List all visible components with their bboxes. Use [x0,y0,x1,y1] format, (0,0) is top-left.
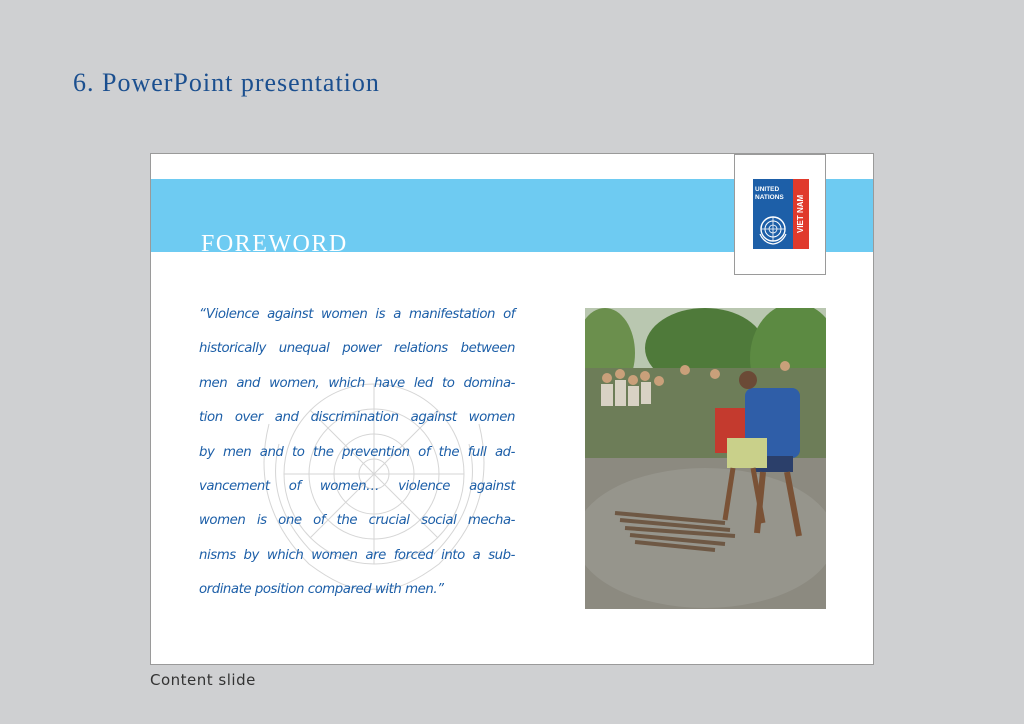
foreword-quote [199,298,515,608]
quote-line: historically unequal power relations between [199,341,515,357]
un-vietnam-logo [734,154,826,275]
logo-line-nations: NATIONS [755,194,784,201]
village-photo [585,308,826,609]
page-heading: 6. PowerPoint presentation [73,68,380,97]
quote-line: nisms by which women are forced into a sub- [199,547,515,563]
quote-line: vancement of women… violence against [199,479,515,495]
quote-line: tion over and discrimination against women [199,410,515,426]
quote-line: women is one of the crucial social mecha- [199,513,515,529]
quote-line: “Violence against women is a manifestation of [199,307,515,322]
content-slide [150,153,874,665]
logo-vertical-text: VIET NAM [796,194,805,234]
quote-line: men and women, which have led to domina- [199,375,515,391]
logo-line-united: UNITED [755,186,780,193]
quote-line: ordinate position compared with men.” [199,582,444,598]
slide-caption: Content slide [150,671,256,689]
logo-text [755,186,784,202]
un-emblem-icon [756,212,790,246]
slide-title: FOREWORD [201,231,348,257]
quote-line: by men and to the prevention of the full ad- [199,444,515,460]
